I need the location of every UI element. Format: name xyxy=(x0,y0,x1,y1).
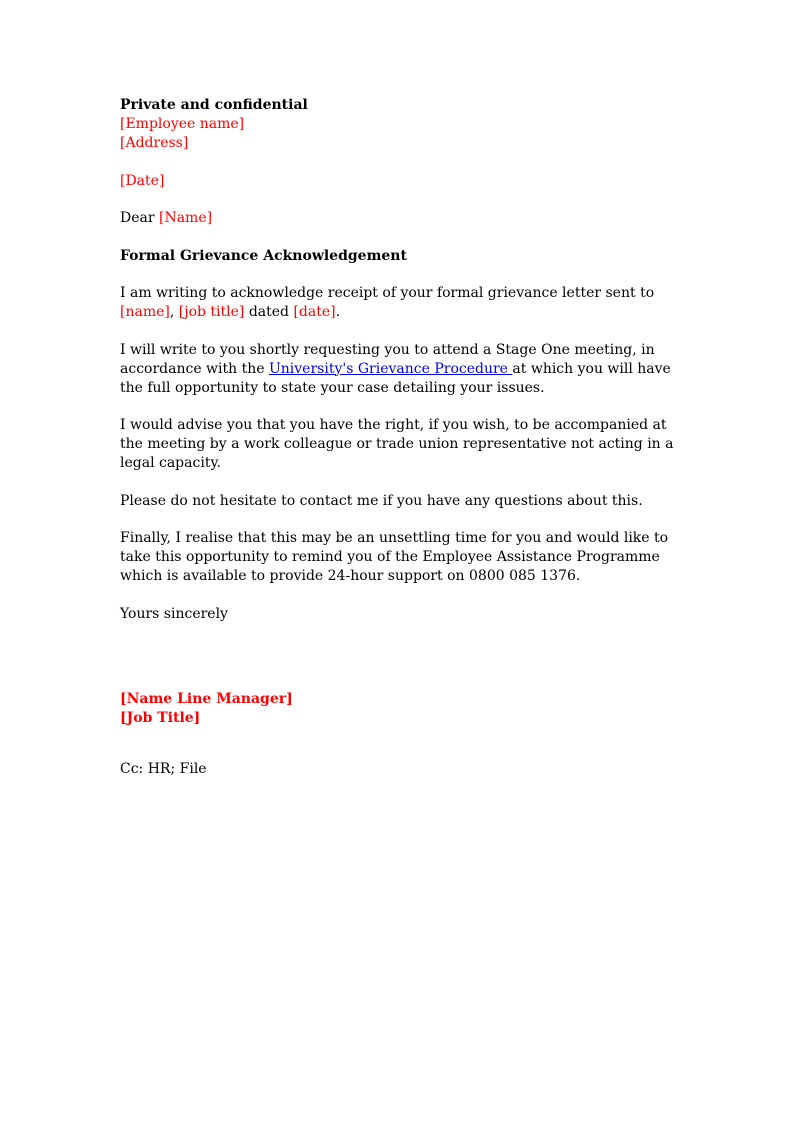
confidential-heading: Private and confidential xyxy=(120,97,308,113)
job-title-placeholder: [job title] xyxy=(178,304,245,320)
spacer xyxy=(120,228,690,247)
paragraph-contact: Please do not hesitate to contact me if you have any questions about this. xyxy=(120,492,643,509)
spacer xyxy=(120,728,690,760)
spacer xyxy=(120,266,690,285)
paragraph-eap: Finally, I realise that this may be an unsettling time for you and would like to take this opportunity to remind you of the Employee Assistance Programme which is available to provide 24-hour support on 0800 085 1376. xyxy=(120,530,669,584)
employee-name-placeholder: [Employee name] xyxy=(120,116,245,132)
address-placeholder: [Address] xyxy=(120,135,189,151)
signature-name-placeholder: [Name Line Manager] xyxy=(120,690,293,707)
cc-line: Cc: HR; File xyxy=(120,760,207,777)
paragraph-right-to-accompany: I would advise you that you have the right, if you wish, to be accompanied at the meeting by a work colleague or trade union representative not acting in a legal capacity. xyxy=(120,417,674,471)
letter-page xyxy=(120,96,690,779)
signature-title-placeholder: [Job Title] xyxy=(120,709,201,726)
signature-space xyxy=(120,624,690,690)
spacer xyxy=(120,191,690,210)
closing: Yours sincerely xyxy=(120,605,228,622)
salutation-dear: Dear xyxy=(120,210,159,226)
letter-date-placeholder: [date] xyxy=(293,304,336,320)
dated-text: dated xyxy=(244,304,294,320)
paragraph-acknowledgement xyxy=(120,284,690,322)
paragraph-text: at which you will have the full opportunity to state your case detailing your issues. xyxy=(120,360,671,396)
period: . xyxy=(335,304,341,320)
salutation-name-placeholder: [Name] xyxy=(159,210,213,226)
spacer xyxy=(120,153,690,172)
salutation xyxy=(120,209,690,228)
date-placeholder: [Date] xyxy=(120,172,165,189)
letter-subject: Formal Grievance Acknowledgement xyxy=(120,247,407,264)
recipient-name-placeholder: [name] xyxy=(120,304,170,320)
paragraph-text: I am writing to acknowledge receipt of your formal grievance letter sent to xyxy=(120,285,655,301)
grievance-procedure-link[interactable]: University's Grievance Procedure xyxy=(268,360,513,377)
paragraph-meeting xyxy=(120,341,690,398)
comma: , xyxy=(169,304,179,320)
paragraph-text: I will write to you shortly requesting you to attend a Stage One meeting, in accordance with the xyxy=(120,341,655,377)
